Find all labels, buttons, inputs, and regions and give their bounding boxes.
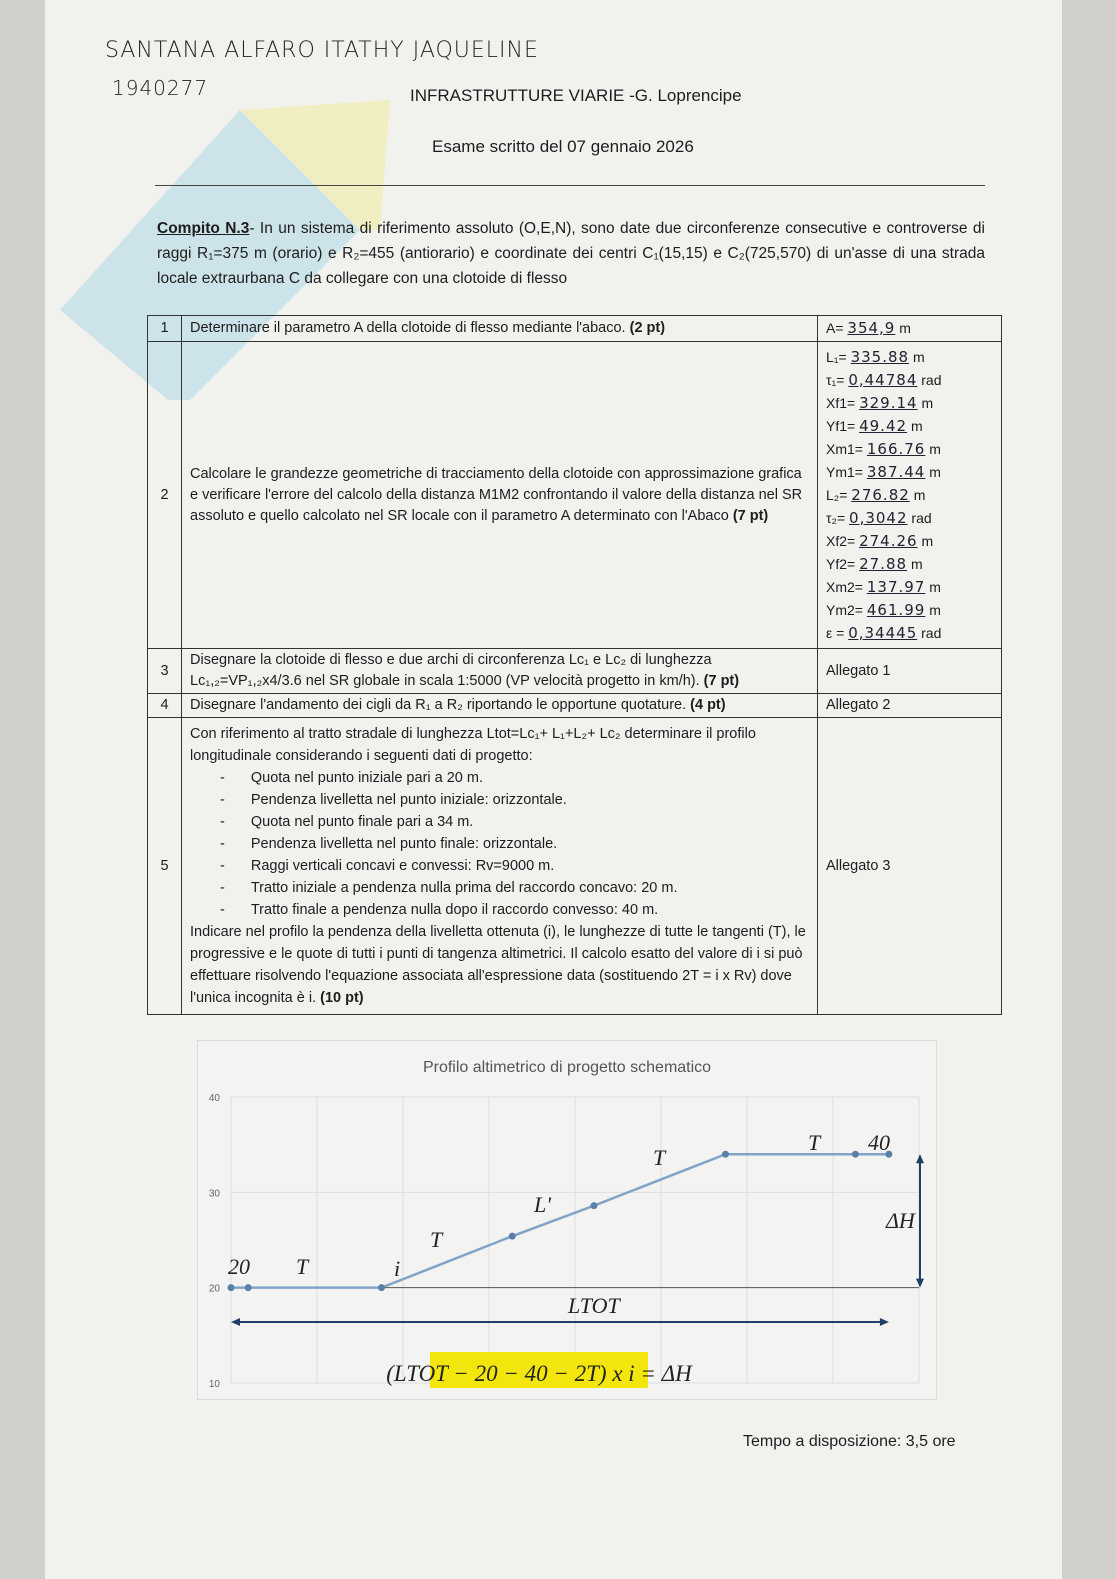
assignment-text: - In un sistema di riferimento assoluto (O,E,N), sono date due circonferenze consecutive e controverse di raggi R₁=375 m (orario) e R₂=455 (antiorario) e coordinate dei centri C₁(15,15) e C₂(725,570) di un'asse di una strada locale extraurbana C da collegare con una clotoide di flesso: [157, 220, 985, 287]
divider: [155, 185, 985, 186]
answer-field: [826, 415, 993, 438]
list-item: - Pendenza livelletta nel punto finale: orizzontale.: [250, 833, 809, 855]
answer-label: Yf1=: [826, 417, 856, 434]
answer-field: [826, 599, 993, 622]
answer-field: [826, 484, 993, 507]
answer-label: L₁=: [826, 348, 847, 365]
answer-unit: m: [929, 440, 941, 457]
answer-field: [826, 438, 993, 461]
answer-label: Xf1=: [826, 394, 856, 411]
course-title: INFRASTRUTTURE VIARIE -G. Loprencipe: [410, 86, 742, 105]
y-tick-label: 10: [208, 1379, 220, 1390]
exam-date: Esame scritto del 07 gennaio 2026: [432, 137, 694, 156]
answer-label: Ym2=: [826, 601, 863, 618]
answer-unit: m: [910, 555, 923, 572]
profile-point: [722, 1151, 729, 1158]
table-row: [148, 694, 1002, 718]
answer-label: Xm1=: [826, 440, 863, 457]
chart-annotation: 40: [868, 1130, 890, 1155]
answer-value: 335.88: [850, 347, 910, 366]
answer-unit: rad: [911, 509, 932, 526]
answer-unit: m: [913, 486, 926, 503]
answer-label: τ₁=: [826, 371, 845, 388]
answer-value: 49.42: [859, 416, 908, 435]
answer-cell: [818, 342, 1002, 649]
chart-annotation: T: [296, 1254, 309, 1279]
student-id: 1940277: [112, 76, 209, 100]
row-number: 5: [148, 718, 182, 1015]
table-row: [148, 649, 1002, 694]
question-text: Disegnare la clotoide di flesso e due archi di circonferenza Lc₁ e Lc₂ di lunghezza Lc₁,₂=VP₁,₂x4/3.6 nel SR globale in scala 1:5000 (VP velocità progetto in km/h). (7 pt): [182, 649, 818, 694]
answer-field: [826, 576, 993, 599]
list-item: - Tratto finale a pendenza nulla dopo il raccordo convesso: 40 m.: [250, 899, 809, 921]
answer-unit: rad: [921, 371, 942, 388]
profile-point: [378, 1284, 385, 1291]
question-intro: Con riferimento al tratto stradale di lunghezza Ltot=Lc₁+ L₁+L₂+ Lc₂ determinare il profilo longitudinale considerando i seguenti dati di progetto:: [190, 726, 756, 764]
answer-field: [826, 369, 993, 392]
answer-value: 461.99: [866, 600, 926, 619]
answer-field: [826, 346, 993, 369]
answer-label: L₂=: [826, 486, 848, 503]
y-tick-label: 40: [208, 1093, 220, 1104]
question-points: (10 pt): [320, 990, 364, 1006]
row-number: 1: [148, 316, 182, 342]
profile-point: [245, 1284, 252, 1291]
arrow-head: [916, 1154, 924, 1163]
answer-unit: m: [921, 394, 934, 411]
table-row: [148, 718, 1002, 1015]
answer-value: 276.82: [851, 485, 910, 504]
answer-value: 329.14: [859, 393, 918, 412]
answer-value: 0,34445: [848, 623, 918, 642]
answer-label: Ym1=: [826, 463, 863, 480]
answer-field: [826, 392, 993, 415]
assignment-label: Compito N.3: [157, 220, 250, 237]
answer-label: Yf2=: [826, 555, 856, 572]
student-name: SANTANA ALFARO ITATHY JAQUELINE: [105, 38, 539, 63]
answer-unit: rad: [921, 624, 942, 641]
list-item: - Tratto iniziale a pendenza nulla prima del raccordo concavo: 20 m.: [250, 877, 809, 899]
list-item: - Quota nel punto finale pari a 34 m.: [250, 811, 809, 833]
answer-label: A=: [826, 320, 844, 336]
answer-value: 27.88: [859, 554, 908, 573]
answer-value: 166.76: [866, 439, 926, 458]
formula: (LTOT − 20 − 40 − 2T) x i = ΔH: [386, 1361, 692, 1386]
y-tick-label: 30: [208, 1188, 220, 1200]
chart-annotation: ΔH: [886, 1208, 915, 1233]
answer-field: [826, 530, 993, 553]
chart-annotation: T: [653, 1145, 666, 1170]
answer-unit: m: [910, 417, 923, 434]
answer-cell: [818, 316, 1002, 342]
answer-unit: m: [929, 601, 941, 618]
answer-unit: m: [929, 463, 941, 480]
chart-svg: [198, 1041, 936, 1399]
answer-unit: m: [899, 320, 911, 336]
table-row: [148, 342, 1002, 649]
chart-title: Profilo altimetrico di progetto schematico: [422, 1059, 712, 1076]
chart-annotation: T: [430, 1227, 443, 1252]
answer-value: 137.97: [866, 577, 926, 596]
project-data-list: [190, 767, 809, 921]
arrow-head: [880, 1318, 889, 1326]
assignment-intro: [157, 216, 985, 291]
chart-annotation: i: [394, 1256, 401, 1281]
answer-unit: m: [912, 348, 925, 365]
answer-label: Xf2=: [826, 532, 856, 549]
profile-point: [228, 1284, 235, 1291]
answer-value: 0,44784: [848, 370, 918, 389]
row-number: 2: [148, 342, 182, 649]
answer-cell: Allegato 2: [818, 694, 1002, 718]
answer-label: τ₂=: [826, 509, 846, 526]
chart-annotation: LTOT: [568, 1293, 620, 1318]
answer-field: [826, 461, 993, 484]
question-text: [182, 718, 818, 1015]
answer-cell: Allegato 3: [818, 718, 1002, 1015]
row-number: 3: [148, 649, 182, 694]
question-text: Disegnare l'andamento dei cigli da R₁ a R₂ riportando le opportune quotature. (4 pt): [182, 694, 818, 718]
chart-annotation: 20: [228, 1254, 250, 1279]
list-item: - Raggi verticali concavi e convessi: Rv=9000 m.: [250, 855, 809, 877]
answer-field: [826, 507, 993, 530]
profile-line: [231, 1154, 889, 1287]
table-row: [148, 316, 1002, 342]
answer-field: [826, 317, 993, 340]
answer-value: 0,3042: [849, 508, 908, 527]
answer-unit: m: [929, 578, 941, 595]
time-allowed: Tempo a disposizione: 3,5 ore: [743, 1433, 956, 1450]
profile-point: [590, 1202, 597, 1209]
chart-annotation: T: [808, 1130, 821, 1155]
arrow-head: [916, 1279, 924, 1288]
question-text: Calcolare le grandezze geometriche di tracciamento della clotoide con approssimazione grafica e verificare l'errore del calcolo della distanza M1M2 confrontando il valore della distanza nel SR assoluto e quello calcolato nel SR locale con il parametro A determinato con l'Abaco (7 pt): [182, 342, 818, 649]
question-outro: Indicare nel profilo la pendenza della livelletta ottenuta (i), le lunghezze di tutte le tangenti (T), le progressive e le quote di tutti i punti di tangenza altimetrici. Il calcolo esatto del valore di i si può effettuare risolvendo l'equazione associata all'espressione data (sostituendo 2T = i x Rv) dove l'unica incognita è i.: [190, 924, 806, 1006]
answer-field: [826, 553, 993, 576]
list-item: - Quota nel punto iniziale pari a 20 m.: [250, 767, 809, 789]
answer-field: [826, 622, 993, 645]
chart-annotation: L': [534, 1192, 551, 1217]
answer-unit: m: [921, 532, 934, 549]
question-text: Determinare il parametro A della clotoide di flesso mediante l'abaco. (2 pt): [182, 316, 818, 342]
profile-chart: [197, 1040, 937, 1400]
questions-table: [147, 315, 1002, 1015]
answer-label: Xm2=: [826, 578, 863, 595]
row-number: 4: [148, 694, 182, 718]
list-item: - Pendenza livelletta nel punto iniziale: orizzontale.: [250, 789, 809, 811]
answer-value: 387.44: [866, 462, 926, 481]
y-tick-label: 20: [208, 1283, 220, 1295]
answer-value: 354,9: [847, 319, 896, 337]
answer-cell: Allegato 1: [818, 649, 1002, 694]
profile-point: [852, 1151, 859, 1158]
arrow-head: [231, 1318, 240, 1326]
answer-value: 274.26: [859, 531, 918, 550]
profile-point: [509, 1233, 516, 1240]
answer-label: ε =: [826, 624, 845, 641]
